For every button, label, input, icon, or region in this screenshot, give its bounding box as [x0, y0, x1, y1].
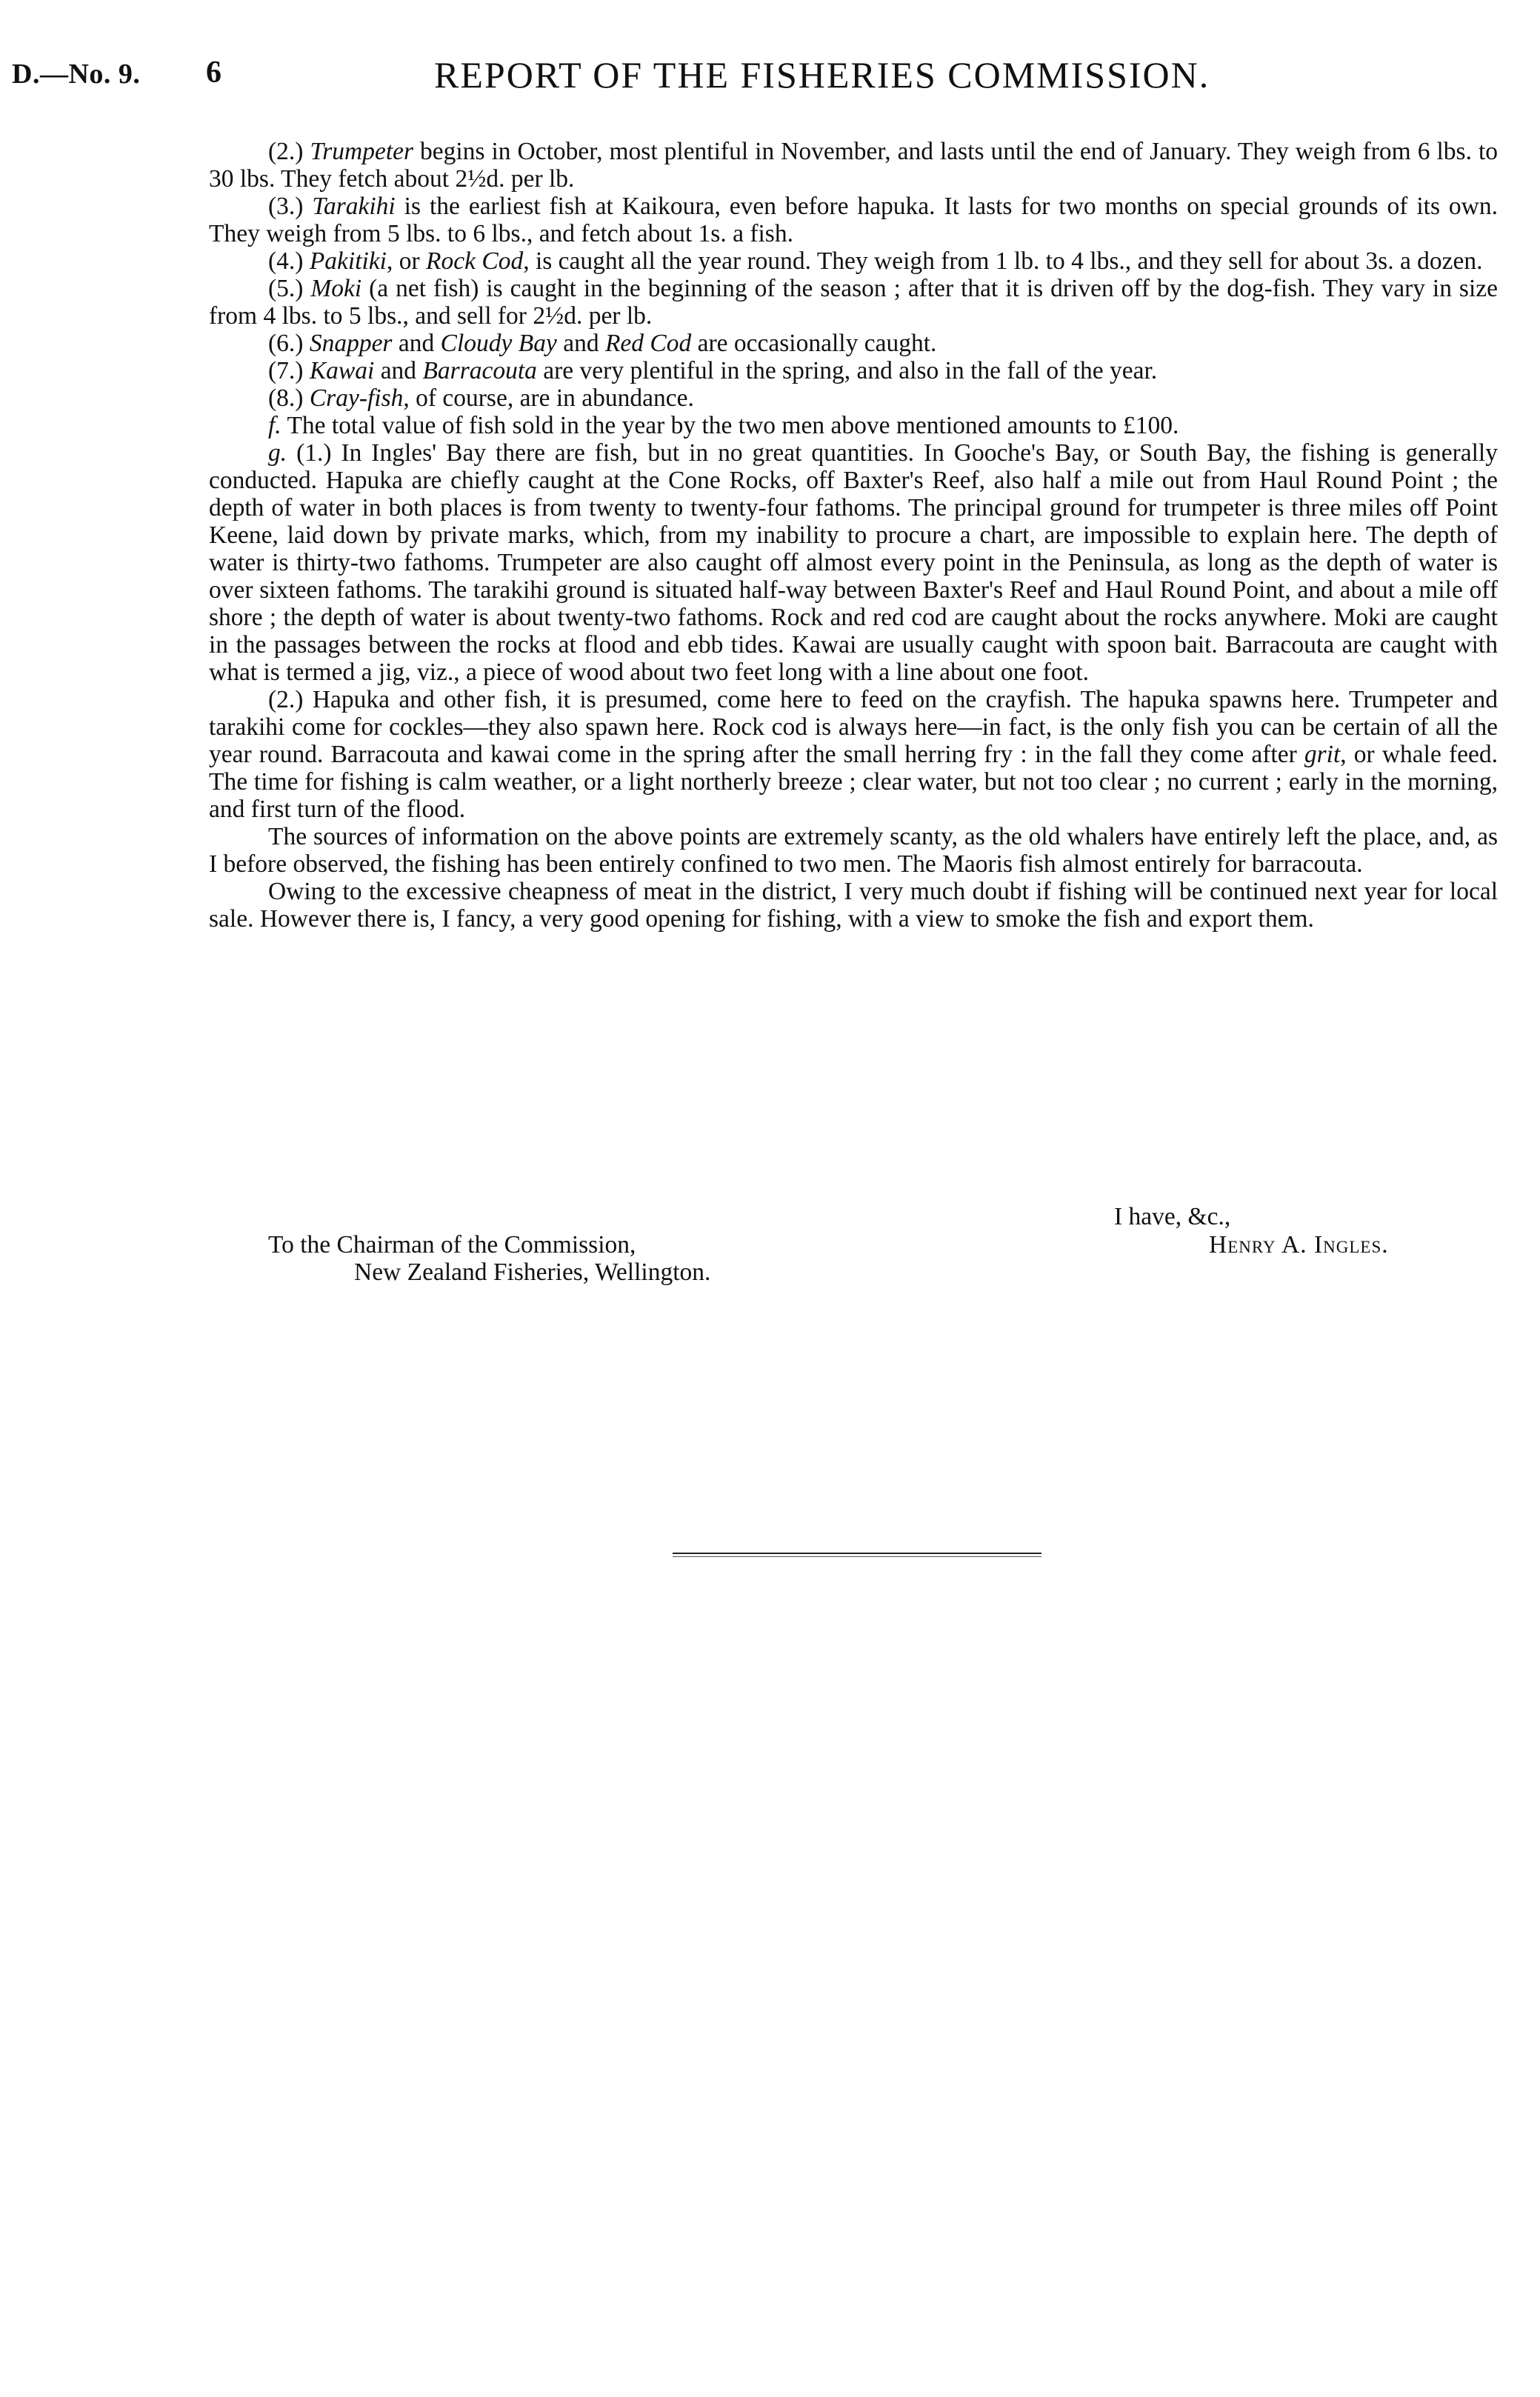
italic-text-run: grit: [1304, 741, 1341, 768]
paragraph: [209, 275, 1498, 330]
text-run: are occasionally caught.: [691, 330, 937, 357]
document-code: D.—No. 9.: [12, 59, 141, 90]
end-rule-divider: [673, 1556, 1041, 1557]
italic-text-run: Moki: [310, 275, 362, 302]
italic-text-run: Kawai: [309, 357, 375, 384]
paragraph: [209, 247, 1498, 275]
italic-text-run: Cray-fish: [309, 384, 404, 412]
italic-text-run: Snapper: [309, 330, 393, 357]
text-run: (2.): [268, 138, 310, 165]
text-run: Owing to the excessive cheapness of meat in the district, I very much doubt if fishing will be continued next year for local sale. However there is, I fancy, a very good opening for fishing, with a view to smoke the fish and export them.: [209, 878, 1498, 933]
text-run: (a net fish) is caught in the beginning of the season ; after that it is driven off by the dog-fish. They vary in size from 4 lbs. to 5 lbs., and sell for 2½d. per lb.: [209, 275, 1498, 330]
paragraph: [209, 686, 1498, 823]
page-header: [12, 53, 1523, 105]
text-run: and: [556, 330, 605, 357]
italic-text-run: Rock Cod: [426, 247, 524, 275]
paragraph: [209, 823, 1498, 878]
italic-text-run: Pakitiki: [309, 247, 387, 275]
paragraph: [209, 357, 1498, 384]
signature: Henry A. Ingles.: [1209, 1231, 1389, 1258]
text-run: (3.): [268, 193, 313, 220]
paragraph: [209, 193, 1498, 247]
italic-text-run: Red Cod: [604, 330, 692, 357]
paragraph: [209, 384, 1498, 412]
text-run: (7.): [268, 357, 310, 384]
text-run: begins in October, most plentiful in November, and lasts until the end of January. They weigh from 6 lbs. to 30 lbs. They fetch about 2½d. per lb.: [209, 138, 1498, 193]
paragraph: [209, 330, 1498, 357]
page-number: 6: [206, 56, 221, 90]
letter-closing: [209, 1203, 1498, 1292]
text-run: , or: [387, 247, 427, 275]
italic-text-run: Trumpeter: [310, 138, 414, 165]
addressee-line: To the Chairman of the Commission,: [268, 1231, 636, 1258]
text-run: and: [392, 330, 441, 357]
text-run: (4.): [268, 247, 310, 275]
italic-text-run: Cloudy Bay: [440, 330, 557, 357]
paragraph: [209, 439, 1498, 686]
text-run: (1.) In Ingles' Bay there are fish, but in no great quantities. In Gooche's Bay, or South Bay, the fishing is generally conducted. Hapuka are chiefly caught at the Cone Rocks, off Baxter's Reef, also half a mile out from Haul Round Point ; the depth of water in both places is from twenty to twenty-four fathoms. The principal ground for trumpeter is three miles off Point Keene, laid down by private marks, which, from my inability to procure a chart, are impossible to explain here. The depth of water is thirty-two fathoms. Trumpeter are also caught off almost every point in the Peninsula, as long as the depth of water is over sixteen fathoms. The tarakihi ground is situated half-way between Baxter's Reef and Haul Round Point, and about a mile off shore ; the depth of water is about twenty-two fathoms. Rock and red cod are caught about the rocks anywhere. Moki are caught in the passages between the rocks at flood and ebb tides. Kawai are usually caught with spoon bait. Barracouta are caught with what is termed a jig, viz., a piece of wood about two feet long with a line about one foot.: [209, 439, 1498, 686]
addressee-line: New Zealand Fisheries, Wellington.: [354, 1258, 711, 1286]
paragraph: [209, 412, 1498, 439]
end-rule-divider: [673, 1553, 1041, 1554]
text-run: The sources of information on the above points are extremely scanty, as the old whalers have entirely left the place, and, as I before observed, the fishing has been entirely confined to two men. The Maoris fish almost entirely for barracouta.: [209, 823, 1498, 878]
text-run: (2.) Hapuka and other fish, it is presumed, come here to feed on the crayfish. The hapuka spawns here. Trumpeter and tarakihi come for cockles—they also spawn here. Rock cod is always here—in fact, is the only fish you can be certain of all the year round. Barracouta and kawai come in the spring after the small herring fry : in the fall they come after: [209, 686, 1498, 768]
text-run: The total value of fish sold in the year by the two men above mentioned amounts to £100.: [281, 412, 1179, 439]
paragraph: [209, 138, 1498, 193]
closing-salutation: I have, &c.,: [1114, 1203, 1231, 1230]
text-run: and: [374, 357, 423, 384]
text-run: is the earliest fish at Kaikoura, even before hapuka. It lasts for two months on special grounds of its own. They weigh from 5 lbs. to 6 lbs., and fetch about 1s. a fish.: [209, 193, 1498, 247]
report-body: [209, 138, 1498, 933]
text-run: are very plentiful in the spring, and also in the fall of the year.: [536, 357, 1158, 384]
text-run: (8.): [268, 384, 310, 412]
text-run: , is caught all the year round. They weigh from 1 lb. to 4 lbs., and they sell for about 3s. a dozen.: [523, 247, 1483, 275]
text-run: (5.): [268, 275, 311, 302]
text-run: , of course, are in abundance.: [403, 384, 694, 412]
italic-text-run: Tarakihi: [312, 193, 396, 220]
text-run: (6.): [268, 330, 310, 357]
text-run: , or whale feed. The time for fishing is calm weather, or a light northerly breeze ; clear water, but not too clear ; no current ; early in the morning, and first turn of the flood.: [209, 741, 1498, 823]
italic-text-run: f.: [268, 412, 281, 439]
italic-text-run: Barracouta: [422, 357, 537, 384]
page-title: REPORT OF THE FISHERIES COMMISSION.: [434, 54, 1210, 96]
italic-text-run: g.: [268, 439, 287, 467]
paragraph: [209, 878, 1498, 933]
